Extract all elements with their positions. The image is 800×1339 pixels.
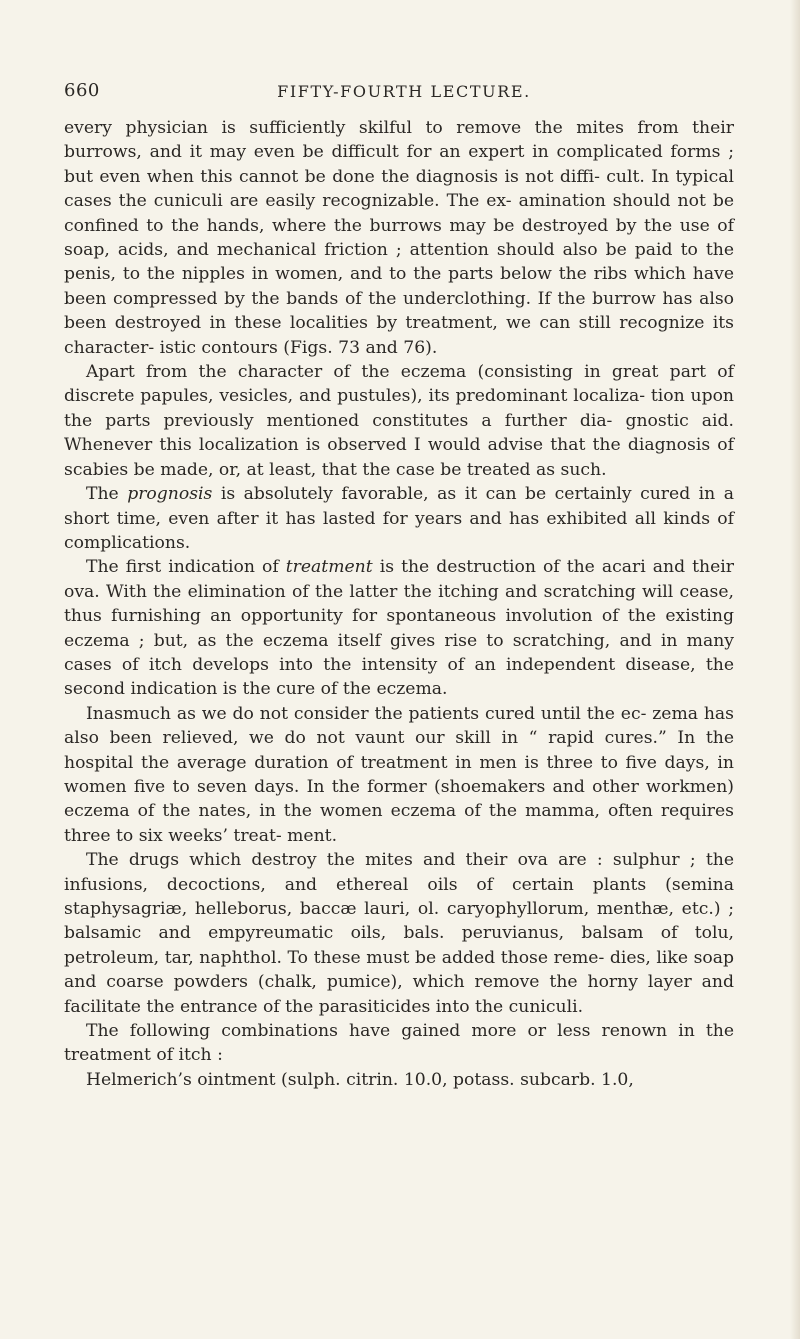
page-edge-shadow bbox=[790, 0, 800, 1339]
paragraph-treatment bbox=[64, 555, 734, 701]
prognosis-term: prognosis bbox=[127, 484, 213, 505]
page-header bbox=[64, 80, 744, 106]
paragraph-combinations: The following combinations have gained more or less renown in the treatment of itch : bbox=[64, 1021, 734, 1066]
prognosis-lead-text: The bbox=[86, 484, 128, 505]
paragraph-helmerich: Helmerich’s ointment (sulph. citrin. 10.0, potass. subcarb. 1.0, bbox=[86, 1069, 634, 1090]
running-head: FIFTY-FOURTH LECTURE. bbox=[277, 82, 531, 101]
treatment-term: treatment bbox=[285, 557, 373, 578]
paragraph-continued: every physician is sufficiently skilful to remove the mites from their burrows, and it may even be difficult for an expert in complicated forms ; but even when this cannot be done the diagnosis is not diffi- cult. In typical cases the cuniculi are easily recognizable. The ex- amination should not be confined to the hands, where the burrows may be destroyed by the use of soap, acids, and mechanical friction ; attention should also be paid to the penis, to the nipples in women, and to the parts below the ribs which have been compressed by the bands of the underclothing. If the burrow has also been destroyed in these localities by treatment, we can still recognize its character- istic contours (Figs. 73 and 76). bbox=[64, 118, 734, 358]
paragraph-drugs: The drugs which destroy the mites and their ova are : sulphur ; the infusions, decoctions, and ethereal oils of certain plants (semina staphysagriæ, helleborus, baccæ lauri, ol. caryophyllorum, menthæ, etc.) ; balsamic and empyreumatic oils, bals. peruvianus, balsam of tolu, petroleum, tar, naphthol. To these must be added those reme- dies, like soap and coarse powders (chalk, pumice), which remove the horny layer and facilitate the entrance of the parasiticides into the cuniculi. bbox=[64, 850, 734, 1017]
body-text bbox=[64, 116, 734, 1092]
treatment-rest-text: is the destruction of the acari and their ova. With the elimination of the latter the itching and scratching will cease, thus furnishing an opportunity for spontaneous involution of the existing eczema ; but, as the eczema itself gives rise to scratching, and in many cases of itch develops into the intensity of an independent disease, the second indication is the cure of the eczema. bbox=[64, 557, 734, 700]
page-number: 660 bbox=[64, 80, 100, 101]
paragraph-cure-duration: Inasmuch as we do not consider the patients cured until the ec- zema has also been relieved, we do not vaunt our skill in “ rapid cures.” In the hospital the average duration of treatment in men is three to five days, in women five to seven days. In the former (shoemakers and other workmen) eczema of the nates, in the women eczema of the mamma, often requires three to six weeks’ treat- ment. bbox=[64, 703, 734, 846]
paragraph-prognosis bbox=[64, 482, 734, 555]
prognosis-rest-text: is absolutely favorable, as it can be certainly cured in a short time, even after it has lasted for years and has exhibited all kinds of complications. bbox=[64, 484, 734, 553]
paragraph-localization: Apart from the character of the eczema (consisting in great part of discrete papules, vesicles, and pustules), its predominant localiza- tion upon the parts previously mentioned constitutes a further dia- gnostic aid. Whenever this localization is observed I would advise that the diagnosis of scabies be made, or, at least, that the case be treated as such. bbox=[64, 362, 734, 480]
treatment-lead-text: The first indication of bbox=[86, 557, 286, 578]
